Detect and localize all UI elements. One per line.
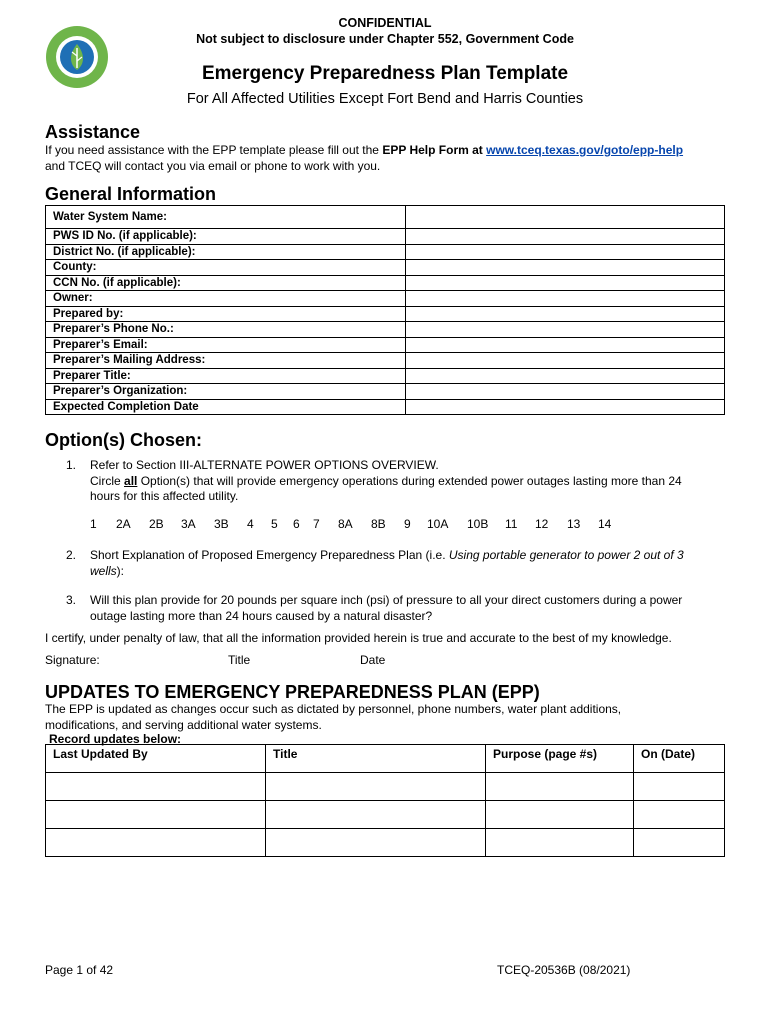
item2-post: ):: [116, 563, 125, 578]
disclosure-note: Not subject to disclosure under Chapter 552, Government Code: [196, 32, 574, 46]
table-row: [46, 229, 725, 245]
option-choice[interactable]: 2B: [149, 517, 164, 531]
option-choice[interactable]: 2A: [116, 517, 131, 531]
field-value-input[interactable]: [406, 368, 725, 384]
table-row: [46, 206, 725, 229]
table-cell-input[interactable]: [486, 773, 634, 801]
table-cell-input[interactable]: [46, 829, 266, 857]
option-choice[interactable]: 13: [567, 517, 581, 531]
updates-description: [45, 702, 621, 733]
table-row: [46, 322, 725, 338]
table-cell-input[interactable]: [266, 801, 486, 829]
table-row: [46, 244, 725, 260]
form-id: TCEQ-20536B (08/2021): [497, 963, 631, 977]
option-choice[interactable]: 14: [598, 517, 612, 531]
field-value-input[interactable]: [406, 206, 725, 229]
field-label: CCN No. (if applicable):: [46, 275, 406, 291]
table-cell-input[interactable]: [634, 801, 725, 829]
option-choice[interactable]: 1: [90, 517, 97, 531]
table-row: [46, 829, 725, 857]
general-info-heading: General Information: [45, 184, 217, 204]
column-header-date: On (Date): [634, 745, 725, 773]
field-label: PWS ID No. (if applicable):: [46, 229, 406, 245]
field-value-input[interactable]: [406, 353, 725, 369]
item2-example: Using portable generator to power 2 out of 3: [448, 548, 684, 562]
field-value-input[interactable]: [406, 306, 725, 322]
option-choice[interactable]: 7: [313, 517, 320, 531]
table-cell-input[interactable]: [634, 773, 725, 801]
table-row: [46, 773, 725, 801]
table-row: [46, 306, 725, 322]
page-number: Page 1 of 42: [45, 963, 114, 977]
item-number: 2.: [66, 548, 77, 562]
option-item-2: [66, 548, 684, 579]
table-row: [46, 368, 725, 384]
option-choice[interactable]: 4: [247, 517, 254, 531]
assistance-line2-text: and TCEQ will contact you via email or phone to work with you.: [45, 158, 381, 173]
item1-all-emphasis: all: [124, 473, 138, 488]
assistance-text: [45, 143, 683, 174]
updates-line1: The EPP is updated as changes occur such as dictated by personnel, phone numbers, water plant additions,: [45, 702, 622, 716]
updates-table: [45, 744, 725, 857]
option-choice[interactable]: 9: [404, 517, 411, 531]
table-row: [46, 260, 725, 276]
item-number: 1.: [66, 458, 77, 472]
field-label: County:: [46, 260, 406, 276]
column-header-title: Title: [266, 745, 486, 773]
table-row: [46, 399, 725, 415]
option-choice[interactable]: 3A: [181, 517, 196, 531]
option-choice[interactable]: 10B: [467, 517, 489, 531]
assistance-form-label: EPP Help Form at: [382, 143, 487, 157]
signature-label: Signature:: [45, 653, 100, 667]
table-header-row: [46, 745, 725, 773]
option-choice[interactable]: 10A: [427, 517, 449, 531]
column-header-last-updated-by: Last Updated By: [46, 745, 266, 773]
field-label: Preparer’s Organization:: [46, 384, 406, 400]
table-row: [46, 384, 725, 400]
table-cell-input[interactable]: [634, 829, 725, 857]
item2-example-cont: wells: [90, 563, 117, 578]
table-row: [46, 291, 725, 307]
record-updates-label: Record updates below:: [49, 732, 182, 746]
table-cell-input[interactable]: [486, 801, 634, 829]
table-cell-input[interactable]: [266, 829, 486, 857]
field-label: Preparer Title:: [46, 368, 406, 384]
item2-pre: Short Explanation of Proposed Emergency Preparedness Plan (i.e.: [90, 548, 449, 562]
confidential-label: CONFIDENTIAL: [338, 16, 432, 30]
signature-title-label: Title: [228, 653, 251, 667]
item3-line2: outage lasting more than 24 hours caused by a natural disaster?: [90, 608, 433, 623]
option-item-1: [66, 458, 682, 505]
option-choice[interactable]: 3B: [214, 517, 229, 531]
field-value-input[interactable]: [406, 337, 725, 353]
item1-line3: hours for this affected utility.: [90, 489, 239, 503]
field-value-input[interactable]: [406, 275, 725, 291]
field-value-input[interactable]: [406, 244, 725, 260]
assistance-line1-text: If you need assistance with the EPP template please fill out the: [45, 143, 383, 157]
field-value-input[interactable]: [406, 399, 725, 415]
field-label: Owner:: [46, 291, 406, 307]
option-choice[interactable]: 12: [535, 517, 549, 531]
field-label: Prepared by:: [46, 306, 406, 322]
option-choice[interactable]: 8A: [338, 517, 353, 531]
table-row: [46, 353, 725, 369]
table-cell-input[interactable]: [46, 801, 266, 829]
page-title: Emergency Preparedness Plan Template: [201, 63, 569, 84]
item-number: 3.: [66, 593, 77, 607]
field-label: Water System Name:: [46, 206, 406, 229]
updates-heading: UPDATES TO EMERGENCY PREPAREDNESS PLAN (EPP): [45, 682, 540, 702]
signature-date-label: Date: [360, 653, 386, 667]
table-row: [46, 337, 725, 353]
field-label: District No. (if applicable):: [46, 244, 406, 260]
table-row: [46, 801, 725, 829]
table-cell-input[interactable]: [46, 773, 266, 801]
page-subtitle: For All Affected Utilities Except Fort Bend and Harris Counties: [186, 91, 584, 107]
field-value-input[interactable]: [406, 260, 725, 276]
field-value-input[interactable]: [406, 291, 725, 307]
field-value-input[interactable]: [406, 322, 725, 338]
table-cell-input[interactable]: [486, 829, 634, 857]
option-choice[interactable]: 5: [271, 517, 278, 531]
field-label: Preparer’s Email:: [46, 337, 406, 353]
updates-line2: modifications, and serving additional water systems.: [45, 717, 322, 732]
column-header-purpose: Purpose (page #s): [486, 745, 634, 773]
field-label: Expected Completion Date: [46, 399, 406, 415]
option-choice[interactable]: 6: [293, 517, 300, 531]
options-heading: Option(s) Chosen:: [45, 430, 202, 450]
general-info-table: [45, 205, 725, 415]
certification-text: I certify, under penalty of law, that all the information provided herein is true and accurate to the best of my knowledge.: [45, 631, 672, 645]
field-value-input[interactable]: [406, 229, 725, 245]
table-cell-input[interactable]: [266, 773, 486, 801]
table-row: [46, 275, 725, 291]
field-label: Preparer’s Phone No.:: [46, 322, 406, 338]
assistance-heading: Assistance: [45, 122, 141, 142]
option-choice[interactable]: 11: [505, 517, 518, 531]
option-choice[interactable]: 8B: [371, 517, 386, 531]
field-value-input[interactable]: [406, 384, 725, 400]
item1-line2-pre: Circle: [90, 473, 125, 488]
option-item-3: [66, 593, 682, 624]
epp-help-link[interactable]: www.tceq.texas.gov/goto/epp-help: [486, 143, 684, 157]
item1-line2-post: Option(s) that will provide emergency operations during extended power outages lasting more than 24: [137, 473, 682, 488]
field-label: Preparer’s Mailing Address:: [46, 353, 406, 369]
option-choices: [90, 517, 622, 531]
item1-line1: Refer to Section III-ALTERNATE POWER OPTIONS OVERVIEW.: [90, 458, 439, 472]
item3-line1: Will this plan provide for 20 pounds per square inch (psi) of pressure to all your direct customers during a power: [90, 593, 683, 607]
